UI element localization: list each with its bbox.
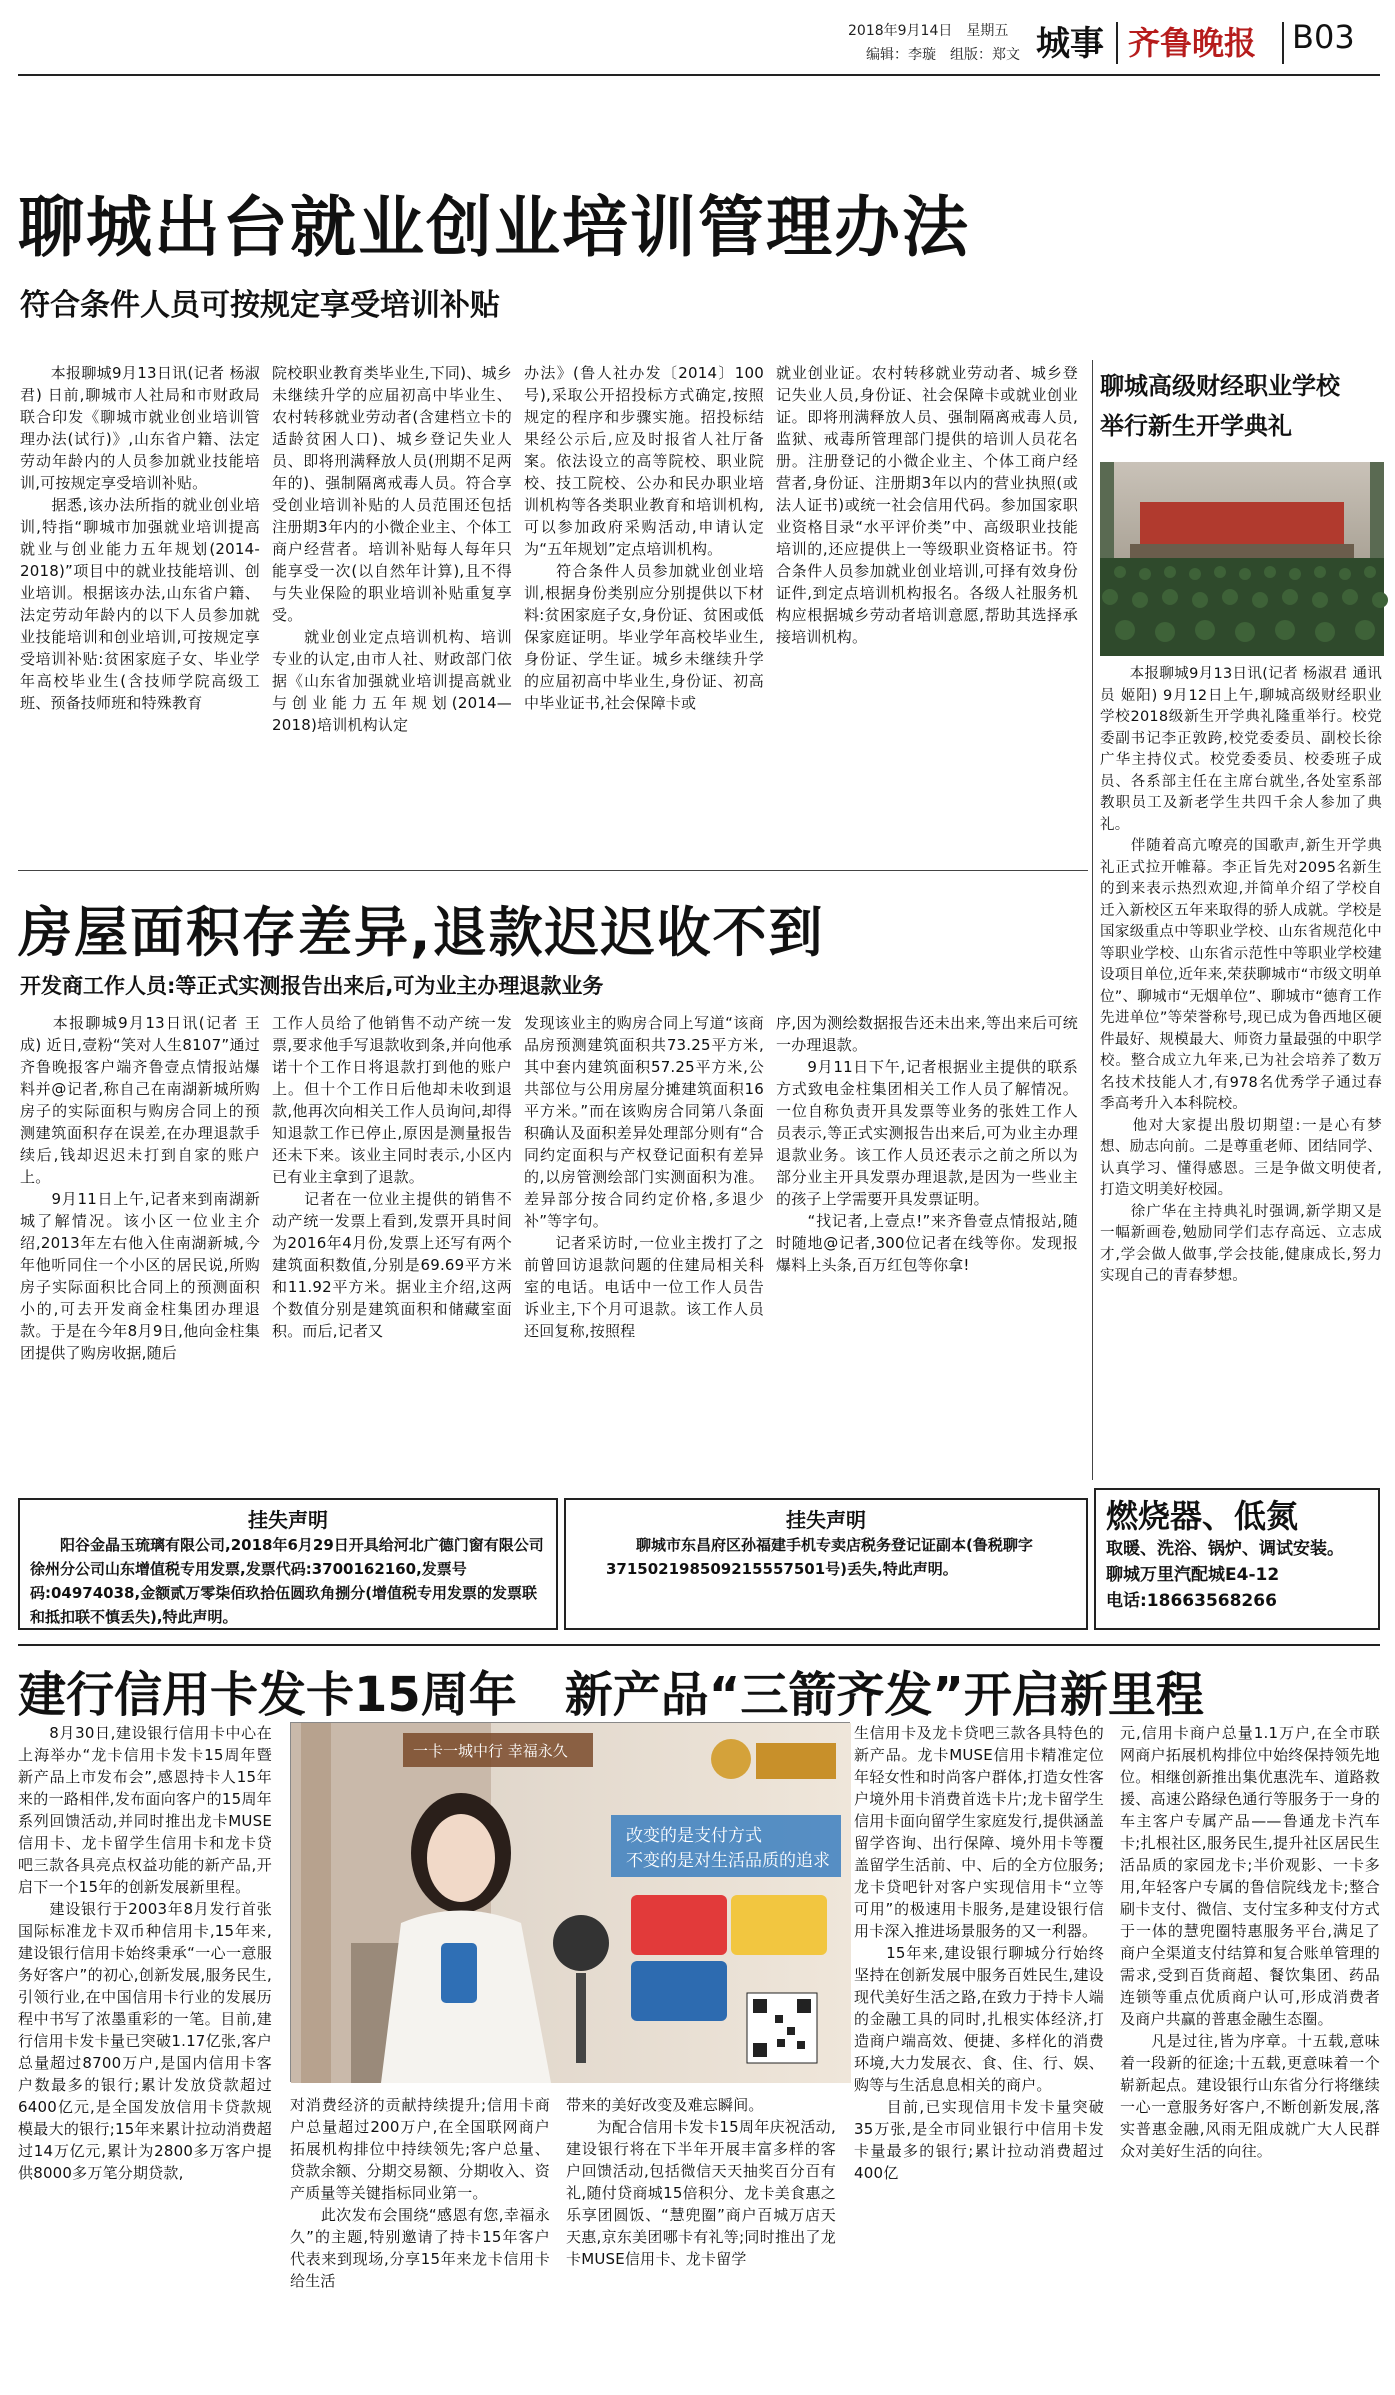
sidebar-title: 聊城高级财经职业学校 举行新生开学典礼 <box>1100 372 1340 440</box>
article2-subhead: 开发商工作人员:等正式实测报告出来后,可为业主办理退款业务 <box>20 974 604 998</box>
article3-column: 生信用卡及龙卡贷吧三款各具特色的新产品。龙卡MUSE信用卡精准定位年轻女性和时尚客户群体,打造女性客户境外用卡消费首选卡片;龙卡留学生信用卡面向留学生家庭发行,提供涵盖留学咨询、出行保障、境外用卡等覆盖留学生活前、中、后的全方位服务;龙卡贷吧针对客户实现信用卡“立等可用”的极速用卡服务,是建设银行信用卡深入推进场景服务的又一利器。 15年来,建设银行聊城分行始终坚持在创新发展中服务百姓民生,建设现代美好生活之路,在致力于持卡人端的金融工具的同时,扎根实体经济,打造商户端高效、便捷、多样化的消费环境,大力发展衣、食、住、行、娱、购等与生活息息相关的商户。 目前,已实现信用卡发卡量突破35万张,是全市同业银行中信用卡发卡量最多的银行;累计拉动消费超过 400亿 <box>854 1724 1104 2182</box>
lost-notice-1 <box>18 1498 558 1630</box>
article3-column: 对消费经济的贡献持续提升;信用卡商户总量超过200万户,在全国联网商户拓展机构排位中持续领先;客户总量、贷款余额、分期交易额、分期收入、资产质量等关键指标同业第一。 此次发布会围绕“感恩有您,幸福永久”的主题,特别邀请了持卡15年客户代表来到现场,分享15年来龙卡信用卡给生活 <box>290 2096 550 2290</box>
header-rule <box>18 74 1380 76</box>
article1-column: 院校职业教育类毕业生,下同)、城乡未继续升学的应届初高中毕业生、农村转移就业劳动者(含建档立卡的适龄贫困人口)、城乡登记失业人员、即将刑满释放人员(刑期不足两年的)、强制隔离戒毒人员。符合享受创业培训补贴的人员范围还包括注册期3年内的小微企业主、个体工商户经营者。培训补贴每人每年只能享受一次(以自然年计算),且不得与失业保险的职业培训补贴重复享受。 就业创业定点培训机构、培训专业的认定,由市人社、财政部门依据《山东省加强就业培训提高就业与创业能力五年规划(2014—2018)培训机构认定 <box>272 364 512 734</box>
burner-ad-headline: 燃烧器、低氮 <box>1106 1497 1299 1535</box>
ad-slogan-1: 改变的是支付方式 <box>626 1826 762 1846</box>
ad-slogan-2: 不变的是对生活品质的追求 <box>626 1851 830 1871</box>
notice-title: 挂失声明 <box>248 1508 328 1532</box>
article1-column: 本报聊城9月13日讯(记者 杨淑君) 日前,聊城市人社局和市财政局联合印发《聊城市就业创业培训管理办法(试行)》,山东省户籍、法定劳动年龄内的人员参加就业技能培训,可按规定享受培训补贴。 据悉,该办法所指的就业创业培训,特指“聊城市加强就业培训提高就业与创业能力五年规划(2014-2018)”项目中的就业技能培训、创业培训。根据该办法,山东省户籍、法定劳动年龄内的以下人员参加就业技能培训和创业培训,可按规定享受培训补贴:贫困家庭子女、毕业学年高校毕业生(含技师学院高级工班、预备技师班和特殊教育 <box>20 364 260 712</box>
notice-body: 阳谷金晶玉琉璃有限公司,2018年6月29日开具给河北广德门窗有限公司徐州分公司山东增值税专用发票,发票代码:3700162160,发票号码:04974038,金额贰万零柒佰玖拾伍圆玖角捌分(增值税专用发票的发票联和抵扣联不慎丢失),特此声明。 <box>30 1536 544 1626</box>
burner-ad-services: 取暖、洗浴、锅炉、调试安装。 <box>1106 1539 1344 1559</box>
school-ceremony-photo <box>1100 462 1384 656</box>
lost-notice-2 <box>564 1498 1088 1630</box>
article2-column: 发现该业主的购房合同上写道“该商品房预测建筑面积共73.25平方米,其中套内建筑面积57.25平方米,公共部位与公用房屋分摊建筑面积16平方米。”而在该购房合同第八条面积确认及面积差异处理部分则有“合同约定面积与产权登记面积有差异的,以房管测绘部门实测面积为准。差异部分按合同约定价格,多退少补”等字句。 记者采访时,一位业主拨打了之前曾回访退款问题的住建局相关科室的电话。电话中一位工作人员告诉业主,下个月可退款。该工作人员还回复称,按照程 <box>524 1014 764 1340</box>
article3-column: 8月30日,建设银行信用卡中心在上海举办“龙卡信用卡发卡15周年暨新产品上市发布会”,感恩持卡人15年来的一路相伴,发布面向客户的15周年系列回馈活动,并同时推出龙卡MUSE信用卡、龙卡留学生信用卡和龙卡贷吧三款各具亮点权益功能的新产品,开启下一个15年的创新发展新里程。 建设银行于2003年8月发行首张国际标准龙卡双币种信用卡,15年来,建设银行信用卡始终秉承“一心一意服务好客户”的初心,创新发展,服务民生,引领行业,在中国信用卡行业的发展历程中书写了浓墨重彩的一笔。目前,建行信用卡发卡量已突破1.17亿张,客户总量超过8700万户,是国内信用卡客户数最多的银行;累计发放贷款超过6400亿元,是全国发放信用卡贷款规模最大的银行;15年来累计拉动消费超过14万亿元,累计为2800多万客户提供8000多万笔分期贷款, <box>18 1724 272 2182</box>
section-rule <box>18 870 1088 871</box>
article1-subhead: 符合条件人员可按规定享受培训补贴 <box>20 288 500 323</box>
article2-column: 本报聊城9月13日讯(记者 王成) 近日,壹粉“笑对人生8107”通过齐鲁晚报客户端齐鲁壹点情报站爆料并@记者,称自己在南湖新城所购房子的实际面积与购房合同上的预测建筑面积存在误差,在办理退款手续后,钱却迟迟未打到自家的账户上。 9月11日上午,记者来到南湖新城了解情况。该小区一位业主介绍,2013年左右他入住南湖新城,今年他听同住一个小区的居民说,所购房子实际面积比合同上的预测面积小的,可去开发商金柱集团办理退款。于是在今年8月9日,他向金柱集团提供了购房收据,随后 <box>20 1014 260 1362</box>
burner-ad-address: 聊城万里汽配城E4-12 <box>1106 1565 1280 1585</box>
burner-ad-phone: 电话:18663568266 <box>1106 1591 1277 1611</box>
article3-column: 元,信用卡商户总量1.1万户,在全市联网商户拓展机构排位中始终保持领先地位。相继创新推出集优惠洗车、道路救援、高速公路绿色通行等服务于一身的车主客户专属产品——鲁通龙卡汽车卡;扎根社区,服务民生,提升社区居民生活品质的家园龙卡;半价观影、一卡多用,年轻客户专属的鲁信院线龙卡;整合刷卡支付、微信、支付宝多种支付方式于一体的慧兜圈特惠服务平台,满足了商户全渠道支付结算和复合账单管理的需求,受到百货商超、餐饮集团、药品连锁等重点优质商户认可,形成消费者及商户共赢的普惠金融生态圈。 凡是过往,皆为序章。十五载,意味着一段新的征途;十五载,更意味着一个崭新起点。建设银行山东省分行将继续一心一意服务好客户,不断创新发展,落实普惠金融,风雨无阻成就广大人民群众对美好生活的向往。 <box>1120 1724 1380 2160</box>
burner-ad <box>1094 1488 1380 1630</box>
article2-headline: 房屋面积存差异,退款迟迟收不到 <box>18 901 825 964</box>
article1-headline: 聊城出台就业创业培训管理办法 <box>18 189 970 266</box>
ad-tagline: 一卡一城中行 幸福永久 <box>413 1742 568 1760</box>
section-rule <box>18 1644 1380 1646</box>
page-number: B03 <box>1292 18 1355 56</box>
section-title: 城事 <box>1036 24 1104 64</box>
header-divider <box>1116 22 1118 64</box>
issue-date: 2018年9月14日 星期五 <box>848 23 1009 39</box>
notice-body: 聊城市东昌府区孙福建手机专卖店税务登记证副本(鲁税聊字371502198509215557501号)丢失,特此声明。 <box>606 1536 1033 1578</box>
article3-headline: 建行信用卡发卡15周年 新产品“三箭齐发”开启新里程 <box>18 1667 1204 1723</box>
editor-credits: 编辑：李璇 组版：郑文 <box>866 47 1020 63</box>
sidebar-body: 本报聊城9月13日讯(记者 杨淑君 通讯员 姬阳) 9月12日上午,聊城高级财经职业学校2018级新生开学典礼隆重举行。校党委副书记李正敦跨,校党委委员、副校长徐广华主持仪式。校党委委员、校委班子成员、各系部主任在主席台就坐,各处室系部教职员工及新老学生共四千余人参加了典礼。 伴随着高亢嘹亮的国歌声,新生开学典礼正式拉开帷幕。李正旨先对2095名新生的到来表示热烈欢迎,并简单介绍了学校自迁入新校区五年来取得的骄人成就。学校是国家级重点中等职业学校、山东省规范化中等职业学校、山东省示范性中等职业学校建设项目单位,近年来,荣获聊城市“市级文明单位”、聊城市“无烟单位”、聊城市“德育工作先进单位”等荣誉称号,现已成为鲁西地区硬件最好、规模最大、师资力量最强的中职学校。整合成立九年来,已为社会培养了数万名技术技能人才,有978名优秀学子通过春季高考升入本科院校。 他对大家提出殷切期望:一是心有梦想、励志向前。二是尊重老师、团结同学、认真学习、懂得感恩。三是争做文明使者,打造文明美好校园。 徐广华在主持典礼时强调,新学期又是一幅新画卷,勉励同学们志存高远、立志成才,学会做人做事,学会技能,健康成长,努力实现自己的青春梦想。 <box>1100 666 1382 1284</box>
sidebar-divider <box>1092 360 1093 1480</box>
article2-column: 序,因为测绘数据报告还未出来,等出来后可统一办理退款。 9月11日下午,记者根据业主提供的联系方式致电金柱集团相关工作人员了解情况。一位自称负责开具发票等业务的张姓工作人员表示,等正式实测报告出来后,可为业主办理退款业务。该工作人员还表示之前之所以为部分业主开具发票办理退款,是因为一些业主的孩子上学需要开具发票证明。 “找记者,上壹点!”来齐鲁壹点情报站,随时随地@记者,300位记者在线等你。发现报爆料上头条,百万红包等你拿! <box>776 1014 1078 1274</box>
newspaper-logo: 齐鲁晚报 <box>1128 24 1257 62</box>
article1-column: 办法》(鲁人社办发〔2014〕100号),采取公开招投标方式确定,按照规定的程序和步骤实施。招投标结果经公示后,应及时报省人社厅备案。依法设立的高等院校、职业院校、技工院校、公办和民办职业培训机构等各类职业教育和培训机构,可以参加政府采购活动,申请认定为“五年规划”定点培训机构。 符合条件人员参加就业创业培训,根据身份类别应分别提供以下材料:贫困家庭子女,身份证、贫困或低保家庭证明。毕业学年高校毕业生,身份证、学生证。城乡未继续升学的应届初高中毕业生,身份证、初高中毕业证书,社会保障卡或 <box>524 364 764 712</box>
article3-column: 带来的美好改变及难忘瞬间。 为配合信用卡发卡15周年庆祝活动,建设银行将在下半年开展丰富多样的客户回馈活动,包括微信天天抽奖百分百有礼,随付贷商城15倍积分、龙卡美食惠之乐享团圆饭、“慧兜圈”商户百城万店天天惠,京东美团哪卡有礼等;同时推出了龙卡MUSE信用卡、龙卡留学 <box>566 2096 836 2268</box>
header-divider <box>1282 22 1284 64</box>
notice-title: 挂失声明 <box>786 1508 866 1532</box>
credit-card-ad-photo <box>290 1722 850 2082</box>
article2-column: 工作人员给了他销售不动产统一发票,要求他手写退款收到条,并向他承诺十个工作日将退款打到他的账户上。但十个工作日后他却未收到退款,他再次向相关工作人员询问,却得知退款工作已停止,原因是测量报告还未下来。该业主同时表示,小区内已有业主拿到了退款。 记者在一位业主提供的销售不动产统一发票上看到,发票开具时间为2016年4月份,发票上还写有两个建筑面积数值,分别是69.69平方米和11.92平方米。据业主介绍,这两个数值分别是建筑面积和储藏室面积。而后,记者又 <box>272 1014 512 1340</box>
article1-column: 就业创业证。农村转移就业劳动者、城乡登记失业人员,身份证、社会保障卡或就业创业证。即将刑满释放人员、强制隔离戒毒人员,监狱、戒毒所管理部门提供的培训人员花名册。注册登记的小微企业主、个体工商户经营者,身份证、注册期3年以内的营业执照(或法人证书)或统一社会信用代码。参加国家职业资格目录“水平评价类”中、高级职业技能培训的,还应提供上一等级职业资格证书。符合条件人员参加就业创业培训,可择有效身份证件,到定点培训机构报名。各级人社服务机构应根据城乡劳动者培训意愿,帮助其选择承接培训机构。 <box>776 364 1078 646</box>
